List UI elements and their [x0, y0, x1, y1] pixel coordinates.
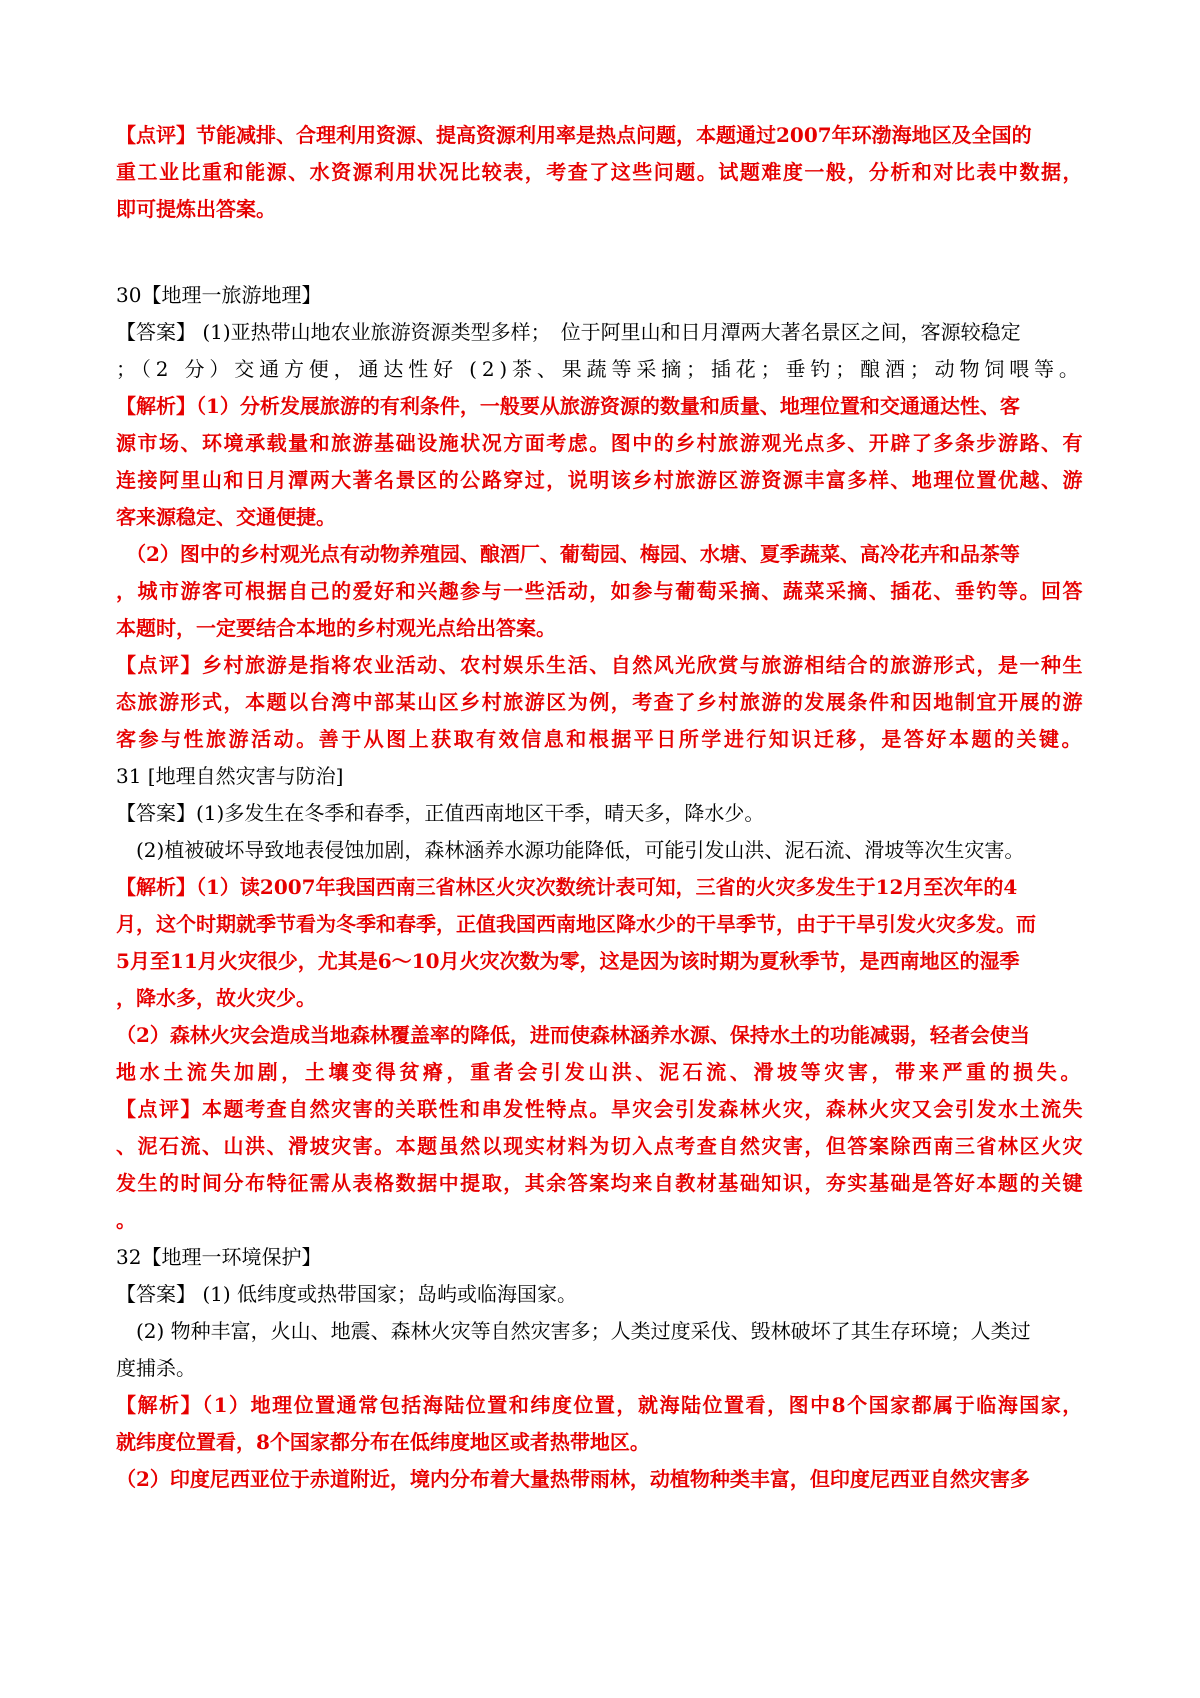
comment-line: 【点评】节能减排、合理利用资源、提高资源利用率是热点问题，本题通过2007年环渤海地区及全国的: [116, 123, 1032, 147]
comment-line: 。: [116, 1208, 136, 1232]
analysis-line: 本题时，一定要结合本地的乡村观光点给出答案。: [116, 616, 556, 640]
comment-line: 【点评】乡村旅游是指将农业活动、农村娱乐生活、自然风光欣赏与旅游相结合的旅游形式，是一种生: [116, 653, 1084, 677]
comment-line: 即可提炼出答案。: [116, 197, 276, 221]
comment-line: 发生的时间分布特征需从表格数据中提取，其余答案均来自教材基础知识，夯实基础是答好本题的关键: [116, 1171, 1084, 1195]
analysis-line: ，城市游客可根据自己的爱好和兴趣参与一些活动，如参与葡萄采摘、蔬菜采摘、插花、垂钓等。回答: [116, 579, 1084, 603]
comment-line: 重工业比重和能源、水资源利用状况比较表，考查了这些问题。试题难度一般，分析和对比表中数据，: [116, 160, 1084, 184]
analysis-line: 月，这个时期就季节看为冬季和春季，正值我国西南地区降水少的干旱季节，由于干旱引发火灾多发。而: [116, 912, 1036, 936]
answer-line: 【答案】 (1)亚热带山地农业旅游资源类型多样； 位于阿里山和日月潭两大著名景区之间，客源较稳定: [116, 320, 1021, 344]
analysis-line: 【解析】（1）读2007年我国西南三省林区火灾次数统计表可知，三省的火灾多发生于12月至次年的4: [116, 875, 1018, 899]
comment-line: 、泥石流、山洪、滑坡灾害。本题虽然以现实材料为切入点考查自然灾害，但答案除西南三省林区火灾: [116, 1134, 1084, 1158]
question-heading-31: 31 [地理自然灾害与防治]: [116, 764, 344, 788]
analysis-line: ，降水多，故火灾少。: [116, 986, 316, 1010]
answer-line: 【答案】(1)多发生在冬季和春季，正值西南地区干季，晴天多，降水少。: [116, 801, 765, 825]
answer-line: (2) 物种丰富，火山、地震、森林火灾等自然灾害多；人类过度采伐、毁林破坏了其生存环境；人类过: [116, 1319, 1031, 1343]
answer-line: 【答案】 (1) 低纬度或热带国家；岛屿或临海国家。: [116, 1282, 578, 1306]
analysis-line: 地水土流失加剧，土壤变得贫瘠，重者会引发山洪、泥石流、滑坡等灾害，带来严重的损失。: [116, 1060, 1084, 1084]
analysis-line: 【解析】（1）地理位置通常包括海陆位置和纬度位置，就海陆位置看，图中8个国家都属于临海国家，: [116, 1393, 1084, 1417]
question-heading-30: 30【地理一旅游地理】: [116, 283, 322, 307]
analysis-line: （2）森林火灾会造成当地森林覆盖率的降低，进而使森林涵养水源、保持水土的功能减弱，轻者会使当: [116, 1023, 1030, 1047]
analysis-line: （2）印度尼西亚位于赤道附近，境内分布着大量热带雨林，动植物种类丰富，但印度尼西亚自然灾害多: [116, 1467, 1030, 1491]
answer-line: ；（2 分）交通方便，通达性好 (2)茶、果蔬等采摘；插花；垂钓；酿酒；动物饲喂等。: [116, 357, 1084, 381]
comment-line: 【点评】本题考查自然灾害的关联性和串发性特点。旱灾会引发森林火灾，森林火灾又会引发水土流失: [116, 1097, 1084, 1121]
answer-line: (2)植被破坏导致地表侵蚀加剧，森林涵养水源功能降低，可能引发山洪、泥石流、滑坡等次生灾害。: [116, 838, 1025, 862]
analysis-line: 源市场、环境承载量和旅游基础设施状况方面考虑。图中的乡村旅游观光点多、开辟了多条步游路、有: [116, 431, 1084, 455]
analysis-line: 连接阿里山和日月潭两大著名景区的公路穿过，说明该乡村旅游区游资源丰富多样、地理位置优越、游: [116, 468, 1084, 492]
comment-line: 客参与性旅游活动。善于从图上获取有效信息和根据平日所学进行知识迁移，是答好本题的关键。: [116, 727, 1084, 751]
analysis-line: （2）图中的乡村观光点有动物养殖园、酿酒厂、葡萄园、梅园、水塘、夏季蔬菜、高冷花卉和品茶等: [116, 542, 1020, 566]
answer-line: 度捕杀。: [116, 1356, 196, 1380]
comment-line: 态旅游形式，本题以台湾中部某山区乡村旅游区为例，考查了乡村旅游的发展条件和因地制宜开展的游: [116, 690, 1084, 714]
analysis-line: 客来源稳定、交通便捷。: [116, 505, 336, 529]
analysis-line: 5月至11月火灾很少，尤其是6～10月火灾次数为零，这是因为该时期为夏秋季节，是西南地区的湿季: [116, 949, 1020, 973]
question-heading-32: 32【地理一环境保护】: [116, 1245, 322, 1269]
analysis-line: 就纬度位置看，8个国家都分布在低纬度地区或者热带地区。: [116, 1430, 650, 1454]
analysis-line: 【解析】（1）分析发展旅游的有利条件，一般要从旅游资源的数量和质量、地理位置和交通通达性、客: [116, 394, 1020, 418]
